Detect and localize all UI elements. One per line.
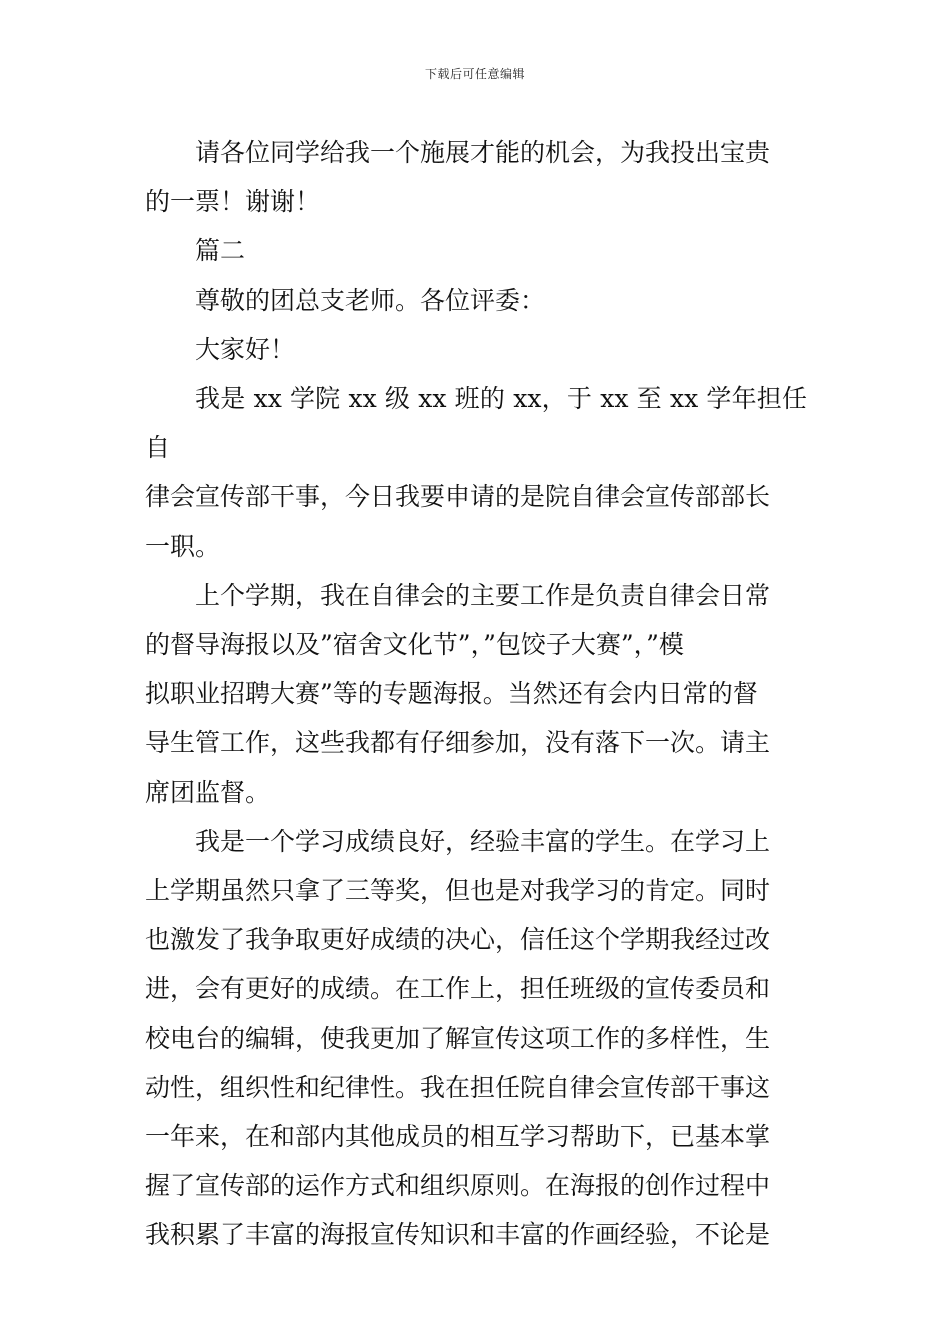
greeting (145, 325, 807, 374)
text-line: 导生管工作，这些我都有仔细参加，没有落下一次。请主 (145, 728, 771, 758)
text-line: 篇二 (195, 236, 246, 266)
section-heading (145, 226, 807, 275)
text-line: 上学期虽然只拿了三等奖，但也是对我学习的肯定。同时 (145, 876, 771, 906)
text-line: 进，会有更好的成绩。在工作上，担任班级的宣传委员和 (145, 974, 771, 1004)
text-line: 尊敬的团总支老师。各位评委： (195, 285, 546, 315)
text-line: 一职。 (145, 531, 221, 561)
document-body (145, 128, 807, 1260)
text-line: 的一票！谢谢！ (145, 187, 321, 217)
text-line: 拟职业招聘大赛”等的专题海报。当然还有会内日常的督 (145, 679, 758, 709)
text-line: 律会宣传部干事，今日我要申请的是院自律会宣传部部长 (145, 482, 771, 512)
text-line: 我是 xx 学院 xx 级 xx 班的 xx，于 xx 至 xx 学年担任自 (145, 384, 807, 463)
page-header: 下载后可任意编辑 (424, 67, 525, 81)
text-line: 也激发了我争取更好成绩的决心，信任这个学期我经过改 (145, 925, 771, 955)
text-line: 的督导海报以及”宿舍文化节”，”包饺子大赛”，”模 (145, 630, 684, 660)
text-line: 校电台的编辑，使我更加了解宣传这项工作的多样性，生 (145, 1023, 771, 1053)
text-line: 请各位同学给我一个施展才能的机会，为我投出宝贵 (195, 138, 771, 167)
work-paragraph (145, 571, 807, 817)
text-line: 上个学期，我在自律会的主要工作是负责自律会日常 (195, 580, 771, 610)
text-line: 大家好！ (195, 334, 296, 364)
closing-paragraph (145, 128, 807, 226)
text-line: 一年来，在和部内其他成员的相互学习帮助下，已基本掌 (145, 1122, 771, 1152)
text-line: 动性，组织性和纪律性。我在担任院自律会宣传部干事这 (145, 1072, 771, 1102)
text-line: 握了宣传部的运作方式和组织原则。在海报的创作过程中 (145, 1171, 771, 1201)
salutation (145, 276, 807, 325)
experience-paragraph (145, 817, 807, 1260)
intro-paragraph (145, 374, 807, 571)
text-line: 我是一个学习成绩良好，经验丰富的学生。在学习上 (195, 826, 771, 856)
text-line: 我积累了丰富的海报宣传知识和丰富的作画经验，不论是 (145, 1220, 771, 1250)
text-line: 席团监督。 (145, 777, 271, 807)
